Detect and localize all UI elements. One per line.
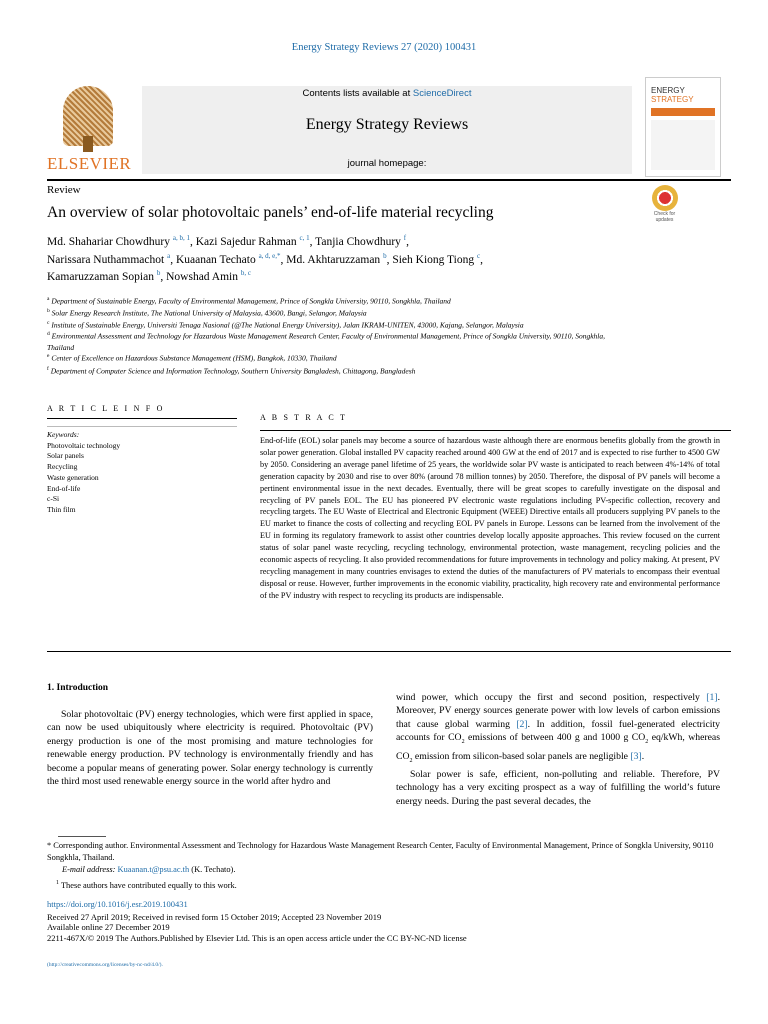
intro-paragraph-col1: Solar photovoltaic (PV) energy technologies, which were first applied in space, can now be used ubiquitously where electricity is required. Photovoltaic (PV) energy production is one of the most promising and mature technologies for renewable energy production. PV technology is environmentally friendly and has become a popular means of generating power. Solar energy technology is currently the third most used renewable energy source in the world after hydro and: [47, 709, 373, 788]
abstract-text: End-of-life (EOL) solar panels may become a source of hazardous waste although there are enormous benefits globally from the growth in solar power generation. Global installed PV capacity reached around 400 GW at the end of 2017 and is expected to rise further to 4500 GW by 2050. Considering an average panel lifetime of 25 years, the worldwide solar PV waste is anticipated to reach between 4%-14% of total generation capacity by 2030 and rise to over 80% (around 78 million tonnes) by 2050. Therefore, the disposal of PV panels will become a pertinent environmental issue in the next decades. Eventually, there will be great scopes to carefully investigate on the disposal and recycling of PV panels EOL. The EU has pioneered PV electronic waste regulations including PV-specific collection, recovery and recycling targets. The EU Waste of Electrical and Electronic Equipment (WEEE) Directive entails all producers supplying PV panels to the EU market to finance the costs of collecting and recycling EOL PV panels in Europe. Lessons can be learned from the involvement of the EU in forming its regulatory framework to assist other countries develop locally apposite approaches. This review focused on the current status of solar panel waste recycling, recycling technology, environmental protection, waste management, recycling policies and the economic aspects of recycling. It also provided recommendations for future improvements in technology and policy making. At present, PV recycling management in many countries envisages to extend the duties of the manufacturers of PV materials to encompass their eventual disposal or reuse. However, further improvements in the economic viability, practicality, high recovery rate and environmental performance of the PV industry with respect to recycling its products are indispensable.: [260, 436, 720, 600]
keywords-list: [47, 430, 120, 516]
affiliation-e: $^e$ Center of Excellence on Hazardous Substance Management (HSM), Bangkok, 10330, Thailand: [47, 353, 337, 363]
author-line-3: Kamaruzzaman Sopian $^b$, Nowshad Amin $^{b, c}$: [47, 269, 251, 283]
author-line-1: Md. Shahariar Chowdhury $^{a, b, 1}$, Kazi Sajedur Rahman $^{c, 1}$, Tanjia Chowdhury $^f$,: [47, 234, 410, 248]
journal-homepage-label[interactable]: journal homepage:: [347, 158, 427, 169]
abstract-bottom-divider: [47, 651, 731, 652]
author-affiliation-sup[interactable]: b, c: [240, 269, 251, 277]
article-info-heading: A R T I C L E I N F O: [47, 404, 165, 413]
available-online-date: Available online 27 December 2019: [47, 922, 170, 932]
author-affiliation-sup[interactable]: a, b, 1: [172, 234, 190, 242]
author-affiliation-sup[interactable]: b: [156, 269, 161, 277]
elsevier-logo: [47, 86, 132, 173]
keyword: Recycling: [47, 462, 78, 472]
publisher-name: ELSEVIER: [47, 154, 132, 173]
affiliation-d: $^d$ Environmental Assessment and Technology for Hazardous Waste Management Research Center, Faculty of Environmental Management, Prince of Songkla University, 90110, Songkhla, Thailand: [47, 331, 606, 352]
keyword: Thin film: [47, 504, 76, 514]
reference-link[interactable]: [1]: [706, 692, 718, 703]
affiliation-a: $^a$ Department of Sustainable Energy, Faculty of Environmental Management, Prince of Songkla University, 90110, Songkhla, Thailand: [47, 296, 451, 306]
author-name[interactable]: Narissara Nuthammachot: [47, 253, 165, 266]
check-for-updates-button[interactable]: [646, 185, 683, 222]
elsevier-trunk-shape: [83, 136, 93, 152]
reference-link[interactable]: [3]: [630, 750, 642, 762]
author-affiliation-sup[interactable]: c, 1: [299, 234, 310, 242]
footnote-divider: [58, 836, 106, 837]
keywords-divider: [47, 426, 237, 427]
abstract-heading: A B S T R A C T: [260, 413, 348, 422]
keyword: c-Si: [47, 494, 60, 504]
author-name[interactable]: Kuaanan Techato: [175, 253, 256, 266]
affiliation-f: $^f$ Department of Computer Science and Information Technology, Southern University Bangladesh, Chittagong, Bangladesh: [47, 366, 416, 376]
author-name[interactable]: Md. Akhtaruzzaman: [286, 253, 381, 266]
check-updates-icon: [652, 185, 678, 211]
author-affiliation-sup[interactable]: b: [383, 252, 387, 260]
footnote-email: E-mail address: Kuaanan.t@psu.ac.th (K. Techato).: [62, 865, 236, 874]
author-affiliation-sup[interactable]: f: [403, 234, 407, 242]
author-name[interactable]: Kamaruzzaman Sopian: [47, 270, 154, 283]
email-link[interactable]: Kuaanan.t@psu.ac.th: [117, 865, 190, 874]
keyword: Solar panels: [47, 451, 84, 461]
journal-cover-image[interactable]: [645, 77, 721, 177]
license-url-link[interactable]: (http://creativecommons.org/licenses/by-nc-nd/4.0/).: [47, 962, 163, 968]
author-affiliation-sup[interactable]: c: [477, 252, 481, 260]
journal-title: Energy Strategy Reviews: [305, 116, 469, 133]
article-type: Review: [47, 184, 81, 196]
cover-title: ENERGY STRATEGY: [651, 86, 694, 104]
received-dates: Received 27 April 2019; Received in revised form 15 October 2019; Accepted 23 November 2019: [47, 912, 382, 922]
cover-body: [651, 120, 715, 170]
affiliation-c: $^c$ Institute of Sustainable Energy, Universiti Tenaga Nasional (@The National Energy University), Jalan IKRAM-UNITEN, 43000, Kajang, Selangor, Malaysia: [47, 320, 524, 330]
intro-paragraph-col2-1: wind power, which occupy the first and second position, respectively [1]. Moreover, PV energy sources generate power with low levels of carbon emissions that cause global warming [2]. In addition, fossil fuel-generated electricity accounts for $CO_2$ emissions of between 400 g and 1000 g $CO_2$ eq/kWh, whereas $CO_2$ emission from silicon-based solar panels are negligible [3].: [396, 692, 720, 764]
cover-band: [651, 108, 715, 116]
header-divider: [47, 179, 731, 181]
keyword: Waste generation: [47, 472, 99, 482]
journal-reference-link[interactable]: Energy Strategy Reviews 27 (2020) 100431: [291, 42, 477, 53]
footnote-equal-contribution: $^1$ These authors have contributed equally to this work.: [56, 880, 237, 890]
author-name[interactable]: Kazi Sajedur Rahman: [195, 235, 297, 248]
keyword: End-of-life: [47, 483, 81, 493]
article-title: An overview of solar photovoltaic panels’ end-of-life material recycling: [47, 204, 494, 221]
author-name[interactable]: Md. Shahariar Chowdhury: [47, 235, 170, 248]
section-heading-introduction: 1. Introduction: [47, 683, 109, 693]
contents-prefix: Contents lists available at: [302, 88, 413, 99]
sciencedirect-link[interactable]: ScienceDirect: [412, 88, 472, 99]
affiliation-b: $^b$ Solar Energy Research Institute, The National University of Malaysia, 43600, Bangi, Selangor, Malaysia: [47, 308, 367, 318]
author-affiliation-sup[interactable]: a: [167, 252, 171, 260]
author-name[interactable]: Nowshad Amin: [166, 270, 238, 283]
contents-line: [142, 88, 632, 99]
reference-link[interactable]: [2]: [516, 718, 528, 730]
abstract-divider: [260, 430, 731, 431]
doi-link[interactable]: https://doi.org/10.1016/j.esr.2019.100431: [47, 899, 188, 909]
author-name[interactable]: Sieh Kiong Tiong: [392, 253, 475, 266]
license-statement: 2211-467X/© 2019 The Authors.Published by Elsevier Ltd. This is an open access article under the CC BY-NC-ND license: [47, 933, 467, 943]
author-name[interactable]: Tanjia Chowdhury: [315, 235, 401, 248]
intro-column-2: [396, 691, 720, 808]
author-affiliation-sup[interactable]: a, d, e,*: [258, 252, 281, 260]
author-line-2: Narissara Nuthammachot $^a$, Kuaanan Techato $^{a, d, e,*}$, Md. Akhtaruzzaman $^b$, Sieh Kiong Tiong $^c$,: [47, 252, 483, 266]
keyword: Photovoltaic technology: [47, 440, 121, 450]
keywords-label: Keywords:: [47, 430, 80, 439]
intro-paragraph-col2-2: Solar power is safe, efficient, non-polluting and reliable. Therefore, PV technology has a very exciting prospect as a way of fulfilling the world’s future energy needs. During the past several decades, the: [396, 768, 720, 807]
check-updates-label: Check for updates: [653, 211, 676, 223]
footnote-corresponding-author: * Corresponding author. Environmental Assessment and Technology for Hazardous Waste Management Research Center, Faculty of Environmental Management, Prince of Songkla University, 90110 Songkhla, Thailand.: [47, 841, 714, 862]
article-info-divider: [47, 418, 237, 419]
